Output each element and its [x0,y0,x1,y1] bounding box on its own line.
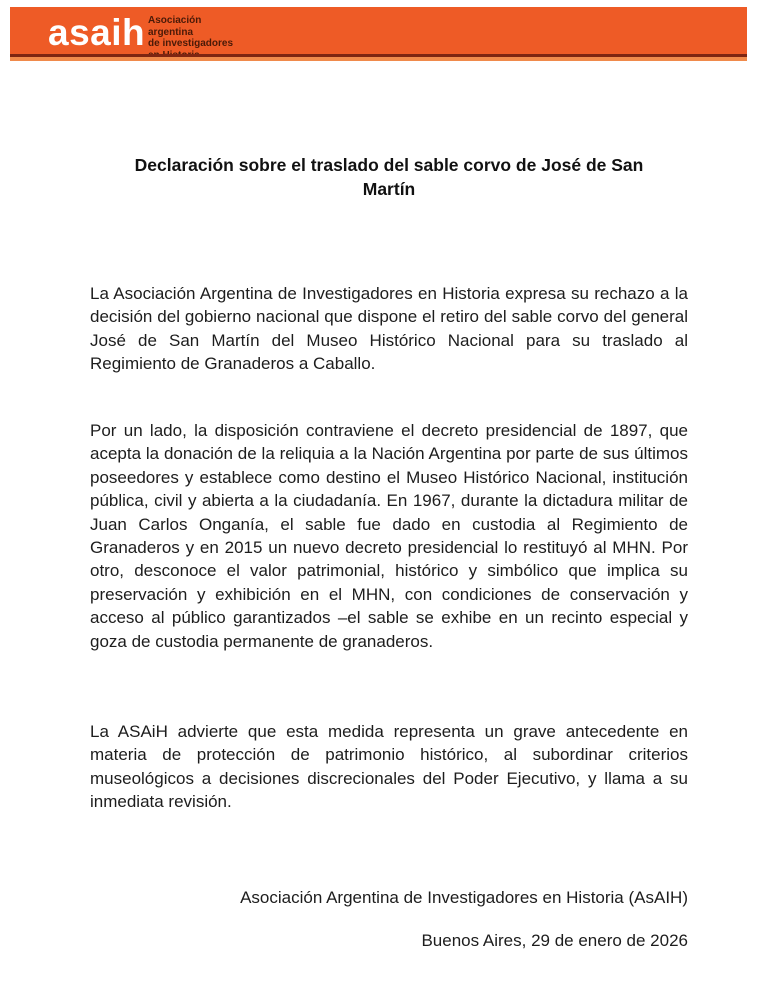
declaration-title-line: Declaración sobre el traslado del sable corvo de José de San [134,155,644,175]
paragraph-rejection-statement: La Asociación Argentina de Investigadores en Historia expresa su rechazo a la decisión del gobierno nacional que dispone el retiro del sable corvo del general José de San Martín del Museo Histórico Nacional para su traslado al Regimiento de Granaderos a Caballo. [90,284,688,374]
org-name-line: Asociación [148,15,202,26]
org-name-line: argentina [148,26,194,38]
paragraph-legal-historical-grounds: Por un lado, la disposición contraviene el decreto presidencial de 1897, que acepta la donación de la reliquia a la Nación Argentina por parte de sus últimos poseedores y establece como destino el Museo Histórico Nacional, institución pública, civil y abierta a la ciudadanía. En 1967, durante la dictadura militar de Juan Carlos Onganía, el sable fue dado en custodia al Regimiento de Granaderos y en 2015 un nuevo decreto presidencial lo restituyó al MHN. Por otro, desconoce el valor patrimonial, histórico y simbólico que implica su preservación y exhibición en el MHN, con condiciones de conservación y acceso al público garantizados –el sable se exhibe en un recinto especial y goza de custodia permanente de granaderos. [90,421,688,651]
paragraph-warning-call-for-revision: La ASAiH advierte que esta medida representa un grave antecedente en materia de protección de patrimonio histórico, al subordinar criterios museológicos a decisiones discrecionales del Poder Ejecutivo, y llama a su inmediata revisión. [90,722,688,812]
signature-line: Asociación Argentina de Investigadores en Historia (AsAIH) [240,888,688,907]
header-banner [10,7,747,61]
declaration-title [90,154,688,201]
date-line: Buenos Aires, 29 de enero de 2026 [421,931,688,950]
org-name-line: de investigadores [148,38,234,49]
asaih-logo: asaih [48,12,146,53]
banner-divider-line [10,54,747,57]
declaration-title-line: Martín [362,178,416,199]
